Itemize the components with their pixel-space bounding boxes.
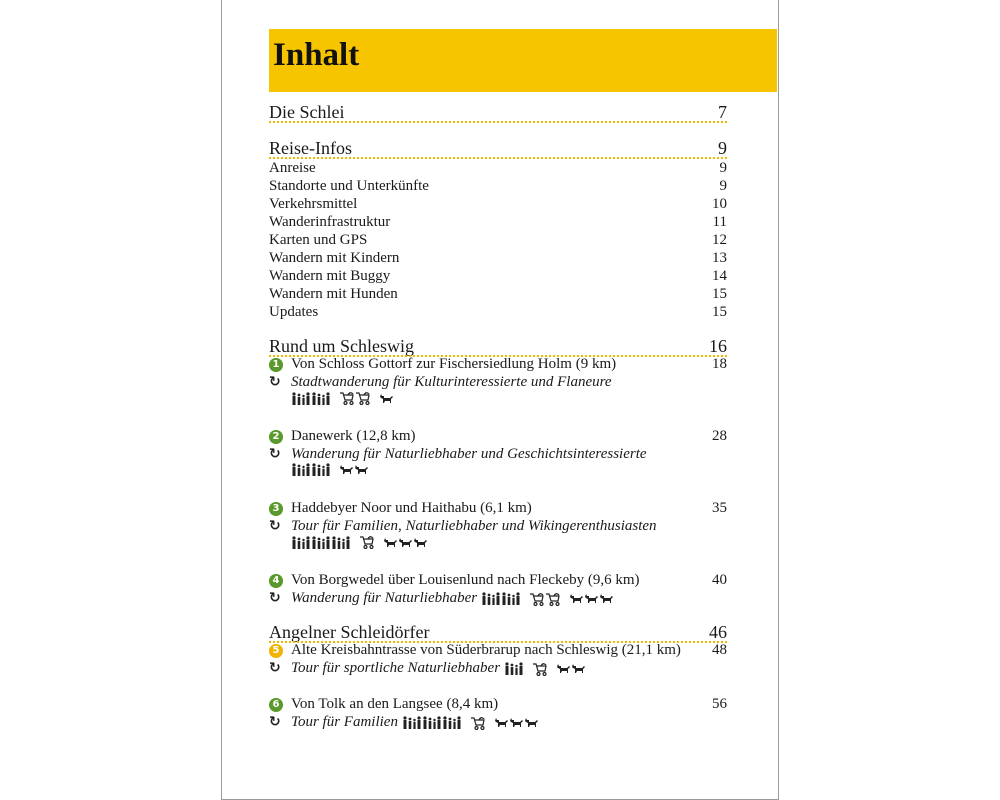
dog-icon bbox=[569, 593, 584, 604]
section-page-reise: 9 bbox=[718, 138, 727, 158]
tour-description-line bbox=[291, 714, 539, 731]
family-icon bbox=[291, 536, 311, 549]
tour-description: Tour für Familien bbox=[291, 714, 398, 730]
family-icon bbox=[422, 716, 442, 729]
buggy-icon bbox=[529, 592, 545, 606]
tour-icons bbox=[481, 592, 614, 606]
family-icon bbox=[481, 592, 501, 605]
tour-description-line bbox=[291, 590, 614, 607]
family-icon bbox=[291, 463, 311, 476]
section-page-angeln: 46 bbox=[709, 622, 727, 642]
tour-page: 28 bbox=[712, 428, 727, 444]
buggy-icon bbox=[470, 716, 486, 730]
tour-title: Danewerk (12,8 km) bbox=[291, 428, 416, 444]
loop-arrow-icon: ↻ bbox=[269, 590, 281, 606]
tour-number-icon: 1 bbox=[269, 358, 283, 372]
toc-entry-label: Karten und GPS bbox=[269, 232, 368, 248]
tour-number-icon: 4 bbox=[269, 574, 283, 588]
family-icon bbox=[402, 716, 422, 729]
tour-description: Wanderung für Naturliebhaber und Geschichtsinteressierte bbox=[291, 446, 647, 462]
title-banner bbox=[269, 29, 777, 92]
tour-page: 35 bbox=[712, 500, 727, 516]
family-icon bbox=[331, 536, 351, 549]
family-icon bbox=[311, 392, 331, 405]
family-icon bbox=[501, 592, 521, 605]
buggy-icon bbox=[545, 592, 561, 606]
tour-icons bbox=[402, 716, 539, 730]
tour-description: Wanderung für Naturliebhaber bbox=[291, 590, 478, 606]
dog-icon bbox=[379, 393, 394, 404]
tour-title: Von Tolk an den Langsee (8,4 km) bbox=[291, 696, 499, 712]
tour-title: Von Schloss Gottorf zur Fischersiedlung Holm (9 km) bbox=[291, 356, 617, 372]
dog-icon bbox=[556, 663, 571, 674]
toc-entry-label: Anreise bbox=[269, 160, 316, 176]
tour-number-icon: 3 bbox=[269, 502, 283, 516]
dotted-rule bbox=[269, 157, 727, 159]
family-icon bbox=[311, 463, 331, 476]
tour-title: Alte Kreisbahntrasse von Süderbrarup nach Schleswig (21,1 km) bbox=[291, 642, 681, 658]
toc-entry-label: Updates bbox=[269, 304, 319, 320]
tour-page: 18 bbox=[712, 356, 727, 372]
tour-icons bbox=[291, 463, 369, 476]
toc-entry-label: Wandern mit Kindern bbox=[269, 250, 400, 266]
family-icon bbox=[504, 662, 524, 675]
section-title-angeln: Angelner Schleidörfer bbox=[269, 622, 430, 642]
loop-arrow-icon: ↻ bbox=[269, 714, 281, 730]
dog-icon bbox=[398, 537, 413, 548]
toc-entry-label: Standorte und Unterkünfte bbox=[269, 178, 429, 194]
family-icon bbox=[311, 536, 331, 549]
buggy-icon bbox=[339, 391, 355, 405]
tour-description-line bbox=[291, 660, 586, 677]
dog-icon bbox=[571, 663, 586, 674]
dog-icon bbox=[584, 593, 599, 604]
loop-arrow-icon: ↻ bbox=[269, 518, 281, 534]
dotted-rule bbox=[269, 121, 727, 123]
tour-icons bbox=[291, 391, 394, 405]
toc-entry-page: 11 bbox=[712, 214, 727, 230]
family-icon bbox=[442, 716, 462, 729]
dog-icon bbox=[413, 537, 428, 548]
buggy-icon bbox=[532, 662, 548, 676]
toc-entry-page: 9 bbox=[719, 160, 727, 176]
tour-description: Tour für Familien, Naturliebhaber und Wikingerenthusiasten bbox=[291, 518, 657, 534]
tour-page: 48 bbox=[712, 642, 727, 658]
toc-entry-page: 9 bbox=[719, 178, 727, 194]
page-title: Inhalt bbox=[273, 37, 360, 73]
toc-entry-page: 10 bbox=[712, 196, 727, 212]
loop-arrow-icon: ↻ bbox=[269, 660, 281, 676]
tour-page: 56 bbox=[712, 696, 727, 712]
loop-arrow-icon: ↻ bbox=[269, 374, 281, 390]
tour-page: 40 bbox=[712, 572, 727, 588]
section-title-schlei: Die Schlei bbox=[269, 102, 345, 122]
dog-icon bbox=[509, 717, 524, 728]
buggy-icon bbox=[359, 535, 375, 549]
dog-icon bbox=[383, 537, 398, 548]
family-icon bbox=[291, 392, 311, 405]
tour-number-icon: 2 bbox=[269, 430, 283, 444]
section-page-schleswig: 16 bbox=[709, 336, 727, 356]
dog-icon bbox=[339, 464, 354, 475]
toc-entry-page: 13 bbox=[712, 250, 727, 266]
dog-icon bbox=[354, 464, 369, 475]
section-page-schlei: 7 bbox=[718, 102, 727, 122]
dog-icon bbox=[524, 717, 539, 728]
tour-icons bbox=[504, 662, 586, 676]
tour-icons bbox=[291, 535, 428, 549]
tour-title: Haddebyer Noor und Haithabu (6,1 km) bbox=[291, 500, 532, 516]
toc-entry-label: Wandern mit Buggy bbox=[269, 268, 391, 284]
toc-entry-page: 12 bbox=[712, 232, 727, 248]
tour-description: Tour für sportliche Naturliebhaber bbox=[291, 660, 501, 676]
section-title-schleswig: Rund um Schleswig bbox=[269, 336, 415, 356]
toc-entry-label: Wanderinfrastruktur bbox=[269, 214, 391, 230]
toc-entry-page: 15 bbox=[712, 304, 727, 320]
section-title-reise: Reise-Infos bbox=[269, 138, 352, 158]
tour-title: Von Borgwedel über Louisenlund nach Fleckeby (9,6 km) bbox=[291, 572, 640, 588]
toc-entry-label: Wandern mit Hunden bbox=[269, 286, 398, 302]
toc-entry-label: Verkehrsmittel bbox=[269, 196, 358, 212]
toc-entry-page: 14 bbox=[712, 268, 727, 284]
loop-arrow-icon: ↻ bbox=[269, 446, 281, 462]
buggy-icon bbox=[355, 391, 371, 405]
toc-entry-page: 15 bbox=[712, 286, 727, 302]
dog-icon bbox=[494, 717, 509, 728]
tour-number-icon: 5 bbox=[269, 644, 283, 658]
tour-description: Stadtwanderung für Kulturinteressierte und Flaneure bbox=[291, 374, 612, 390]
dog-icon bbox=[599, 593, 614, 604]
tour-number-icon: 6 bbox=[269, 698, 283, 712]
